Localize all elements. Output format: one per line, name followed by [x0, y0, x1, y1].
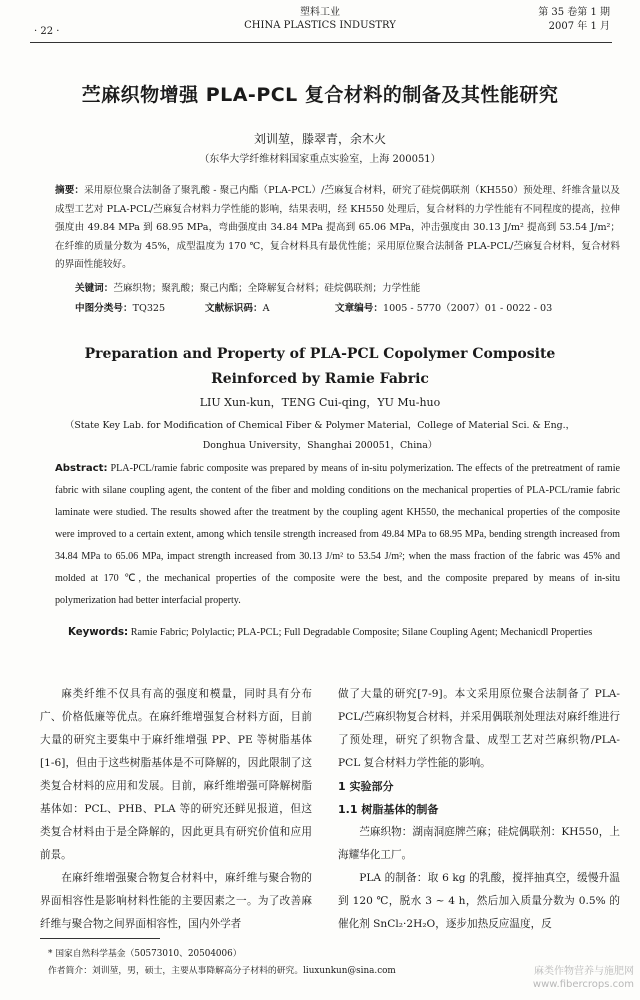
english-abstract-label: Abstract:: [55, 463, 108, 474]
footnote-rule: [40, 938, 160, 939]
chinese-keywords-label: 关键词：: [75, 283, 114, 294]
chinese-abstract-label: 摘要：: [55, 185, 85, 196]
body-right-column: [338, 683, 620, 936]
watermark-line2: www.fibercrops.com: [532, 979, 634, 990]
class-value: TQ325: [132, 303, 166, 314]
subsection-heading: 1.1 树脂基体的制备: [338, 803, 439, 816]
chinese-title: 苎麻织物增强 PLA-PCL 复合材料的制备及其性能研究: [81, 84, 559, 106]
body-paragraph: 在麻纤维增强聚合物复合材料中，麻纤维与聚合物的界面相容性是影响材料性能的主要因素之一。为了改善麻纤维与聚合物之间界面相容性，国内外学者: [40, 872, 312, 930]
chinese-abstract: [55, 182, 620, 275]
issue-date: 2007 年 1 月: [548, 21, 610, 32]
english-abstract-text: PLA-PCL/ramie fabric composite was prepared by means of in-situ polymerization. The effects of the pretreatment of ramie fabric with silane coupling agent, the content of the fiber and molding conditions on the mechanical properties of PLA-PCL/ramie fabric laminate were studied. The results showed after the treatment by the coupling agent KH550, the mechanical properties of the composite were improved to a certain extent, among which tensile strength increased from 49.84 MPa to 68.95 MPa, bending strength increased from 34.84 MPa to 65.06 MPa, impact strength increased from 30.13 J/m² to 53.54 J/m²; when the mass fraction of the fabric was 45% and molded at 170 ℃, the mechanical properties of the composite were the best, and the composite prepared by means of in-situ polymerization had better interfacial property.: [55, 463, 620, 606]
english-affiliation-line2: Donghua University，Shanghai 200051，China）: [202, 440, 438, 451]
body-left-column: [40, 683, 312, 936]
body-paragraph: 做了大量的研究[7-9]。本文采用原位聚合法制备了 PLA-PCL/苎麻织物复合材料，并采用偶联剂处理法对麻纤维进行了预处理，研究了织物含量、成型工艺对苎麻织物/PLA-PCL 复合材料力学性能的影响。: [338, 688, 620, 769]
classification-line: [75, 300, 620, 314]
chinese-affiliation: （东华大学纤维材料国家重点实验室，上海 200051）: [199, 154, 441, 165]
english-authors: LIU Xun-kun，TENG Cui-qing，YU Mu-huo: [199, 396, 441, 409]
fund-note: * 国家自然科学基金（50573010、20504006）: [48, 949, 242, 959]
doc-code-value: A: [262, 303, 270, 314]
english-keywords-text: Ramie Fabric; Polylactic; PLA-PCL; Full Degradable Composite; Silane Coupling Agent; Mechanicdl Properties: [130, 627, 593, 638]
english-title: [0, 342, 640, 392]
chinese-keywords-text: 苎麻织物；聚乳酸；聚己内酯；全降解复合材料；硅烷偶联剂；力学性能: [113, 283, 421, 294]
english-keywords-label: Keywords:: [68, 627, 129, 638]
body-paragraph: 苎麻织物：湖南洞庭牌苎麻；硅烷偶联剂：KH550，上海耀华化工厂。: [338, 826, 620, 861]
chinese-keywords: [75, 280, 620, 294]
english-affiliation-line1: （State Key Lab. for Modification of Chemical Fiber & Polymer Material，College of Material Sci. & Eng.，: [65, 420, 575, 431]
footnote: [48, 946, 508, 980]
english-title-line2: Reinforced by Ramie Fabric: [211, 371, 429, 387]
body-paragraph: PLA 的制备：取 6 kg 的乳酸，搅拌抽真空，缓慢升温到 120 ℃，脱水 3 ~ 4 h，然后加入质量分数为 0.5% 的催化剂 SnCl₂·2H₂O，逐步加热反应温度，反: [338, 872, 620, 930]
chinese-abstract-text: 采用原位聚合法制备了聚乳酸 - 聚己内酯（PLA-PCL）/苎麻复合材料，研究了硅烷偶联剂（KH550）预处理、纤维含量以及成型工艺对 PLA-PCL/苎麻复合材料力学性能的影响，结果表明，经 KH550 处理后，复合材料的力学性能有不同程度的提高，拉伸强度由 49.84 MPa 到 68.95 MPa，弯曲强度由 34.84 MPa 提高到 65.06 MPa，冲击强度由 30.13 J/m² 提高到 53.54 J/m²；在纤维的质量分数为 45%，成型温度为 170 ℃，复合材料具有最优性能；采用原位聚合法制备 PLA-PCL/苎麻复合材料，复合材料的界面性能较好。: [55, 185, 620, 270]
issue-info: [538, 6, 610, 34]
english-abstract: [55, 458, 620, 612]
journal-name-en: CHINA PLASTICS INDUSTRY: [244, 20, 396, 31]
doc-code-label: 文献标识码：: [205, 303, 263, 314]
body-paragraph: 麻类纤维不仅具有高的强度和模量，同时具有分布广、价格低廉等优点。在麻纤维增强复合材料方面，目前大量的研究主要集中于麻纤维增强 PP、PE 等树脂基体[1-6]，但由于这些树脂基体是不可降解的，因此限制了这类复合材料的应用和发展。目前，麻纤维增强可降解树脂基体如：PCL、PHB、PLA 等的研究还鲜见报道，但这类复合材料由于是全降解的，因此更具有研究价值和应用前景。: [40, 688, 312, 861]
english-affiliation: [0, 416, 640, 456]
article-number-value: 1005 - 5770（2007）01 - 0022 - 03: [382, 303, 553, 314]
english-keywords: [68, 622, 620, 644]
header-rule: [30, 42, 612, 43]
journal-name-cn: 塑料工业: [300, 7, 340, 18]
english-title-line1: Preparation and Property of PLA-PCL Copolymer Composite: [84, 346, 556, 362]
page-number: · 22 ·: [34, 26, 60, 37]
class-label: 中图分类号：: [75, 303, 133, 314]
article-number-label: 文章编号：: [335, 303, 383, 314]
section-heading: 1 实验部分: [338, 780, 394, 793]
author-bio: 作者简介：刘训堃，男，硕士，主要从事降解高分子材料的研究。liuxunkun@sina.com: [48, 966, 396, 976]
site-watermark: [533, 965, 634, 991]
volume-issue: 第 35 卷第 1 期: [538, 7, 610, 18]
chinese-authors: 刘训堃，滕翠青，余木火: [253, 132, 386, 146]
watermark-line1: 麻类作物营养与施肥网: [534, 966, 634, 977]
